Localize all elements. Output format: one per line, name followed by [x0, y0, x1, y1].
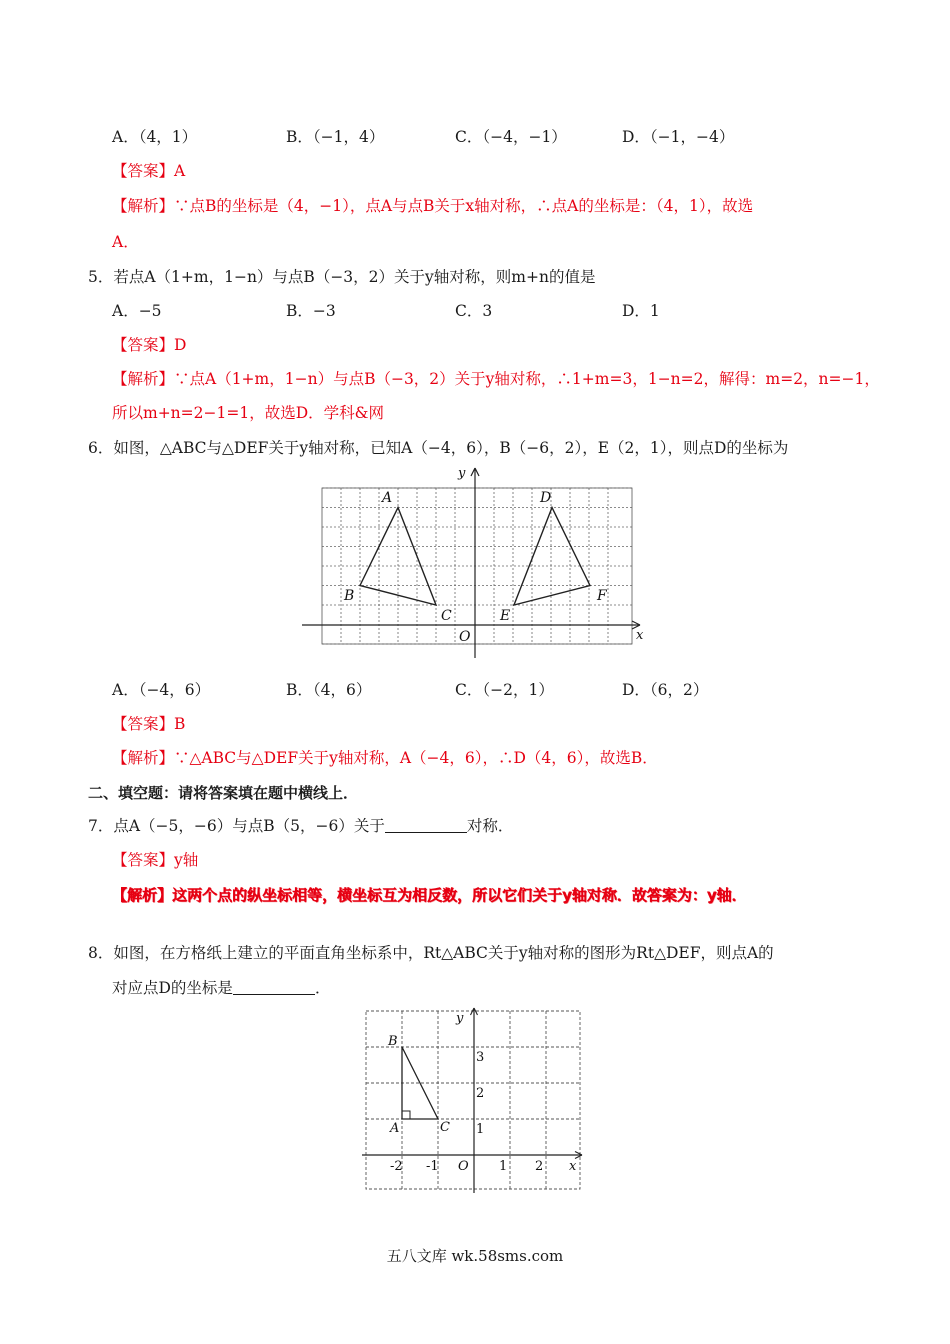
q4-option-c: C．（−4，−1） [455, 128, 567, 146]
q8-tick-y-1: 1 [476, 1122, 485, 1137]
q8-stem-part1: 对应点D的坐标是 [112, 979, 233, 997]
q5-option-d: D．1 [622, 302, 660, 320]
q6-analysis: 【解析】∵△ABC与△DEF关于y轴对称，A（−4，6），∴D（4，6），故选B． [112, 749, 658, 767]
q5-analysis-line1: 【解析】∵点A（1+m，1−n）与点B（−3，2）关于y轴对称，∴1+m=3，1−n=2，解得：m=2，n=−1， [112, 370, 880, 388]
q8-label-y: y [456, 1011, 464, 1026]
q6-label-x: x [636, 628, 644, 643]
q7-answer-blank[interactable] [385, 816, 467, 833]
q8-right-angle-mark [402, 1111, 410, 1119]
q8-stem-line2 [112, 977, 330, 999]
q8-label-x: x [569, 1159, 577, 1174]
q8-tick-x-2: 2 [535, 1159, 544, 1174]
q4-analysis-line1: 【解析】∵点B的坐标是（4，−1），点A与点B关于x轴对称，∴点A的坐标是：（4，1），故选 [112, 197, 754, 215]
q4-answer: 【答案】A [112, 162, 186, 180]
q8-tick-x-neg2: -2 [390, 1159, 403, 1174]
q5-stem: 5．若点A（1+m，1−n）与点B（−3，2）关于y轴对称，则m+n的值是 [88, 268, 596, 286]
q6-answer: 【答案】B [112, 715, 186, 733]
q7-stem-part1: 7．点A（−5，−6）与点B（5，−6）关于 [88, 817, 385, 835]
q7-stem-part2: 对称． [466, 817, 514, 835]
q6-label-c: C [441, 608, 452, 624]
q6-label-origin: O [459, 629, 471, 645]
q6-stem: 6．如图，△ABC与△DEF关于y轴对称，已知A（−4，6），B（−6，2），E（2，1），则点D的坐标为 [88, 439, 789, 457]
q8-tick-x-neg1: -1 [426, 1159, 439, 1174]
q8-label-c: C [440, 1120, 450, 1135]
q4-option-b: B．（−1，4） [286, 128, 385, 146]
section-2-heading: 二、填空题：请将答案填在题中横线上． [88, 784, 359, 802]
q7-analysis: 【解析】这两个点的纵坐标相等，横坐标互为相反数，所以它们关于y轴对称．故答案为：y轴． [112, 886, 747, 904]
q6-option-b: B．（4，6） [286, 681, 372, 699]
q8-label-a: A [390, 1121, 400, 1136]
q6-option-c: C．（−2，1） [455, 681, 554, 699]
q8-stem-part2: ． [314, 979, 331, 997]
page-footer: 五八文库 wk.58sms.com [386, 1247, 564, 1265]
q6-label-f: F [597, 588, 607, 604]
q4-option-a: A．（4，1） [112, 128, 198, 146]
q8-stem-line1: 8．如图，在方格纸上建立的平面直角坐标系中，Rt△ABC关于y轴对称的图形为Rt△DEF，则点A的 [88, 944, 774, 962]
q6-figure [300, 460, 650, 665]
q5-analysis-line2: 所以m+n=2−1=1，故选D．学科&网 [112, 404, 384, 422]
q5-option-c: C．3 [455, 302, 493, 320]
q6-option-a: A．（−4，6） [112, 681, 211, 699]
q8-label-b: B [388, 1034, 398, 1049]
q8-answer-blank[interactable] [233, 978, 315, 995]
q5-option-a: A．−5 [112, 302, 162, 320]
q4-option-d: D．（−1，−4） [622, 128, 735, 146]
q6-label-d: D [540, 490, 552, 506]
q6-label-a: A [382, 490, 393, 506]
q5-answer: 【答案】D [112, 336, 187, 354]
q6-label-e: E [500, 608, 511, 624]
q6-triangle-def [514, 508, 590, 606]
q6-label-b: B [344, 588, 355, 604]
q6-grid [322, 488, 632, 644]
q8-tick-x-1: 1 [499, 1159, 508, 1174]
q5-option-b: B．−3 [286, 302, 336, 320]
q6-option-d: D．（6，2） [622, 681, 709, 699]
q7-stem [88, 815, 513, 837]
q7-answer: 【答案】y轴 [112, 851, 199, 869]
q8-tick-y-3: 3 [476, 1050, 485, 1065]
q6-grid-border [322, 488, 632, 644]
q8-label-origin: O [458, 1159, 469, 1174]
q8-tick-y-2: 2 [476, 1086, 485, 1101]
q6-label-y: y [458, 466, 466, 481]
q8-figure [360, 1005, 590, 1195]
q4-analysis-line2: A． [112, 233, 139, 251]
